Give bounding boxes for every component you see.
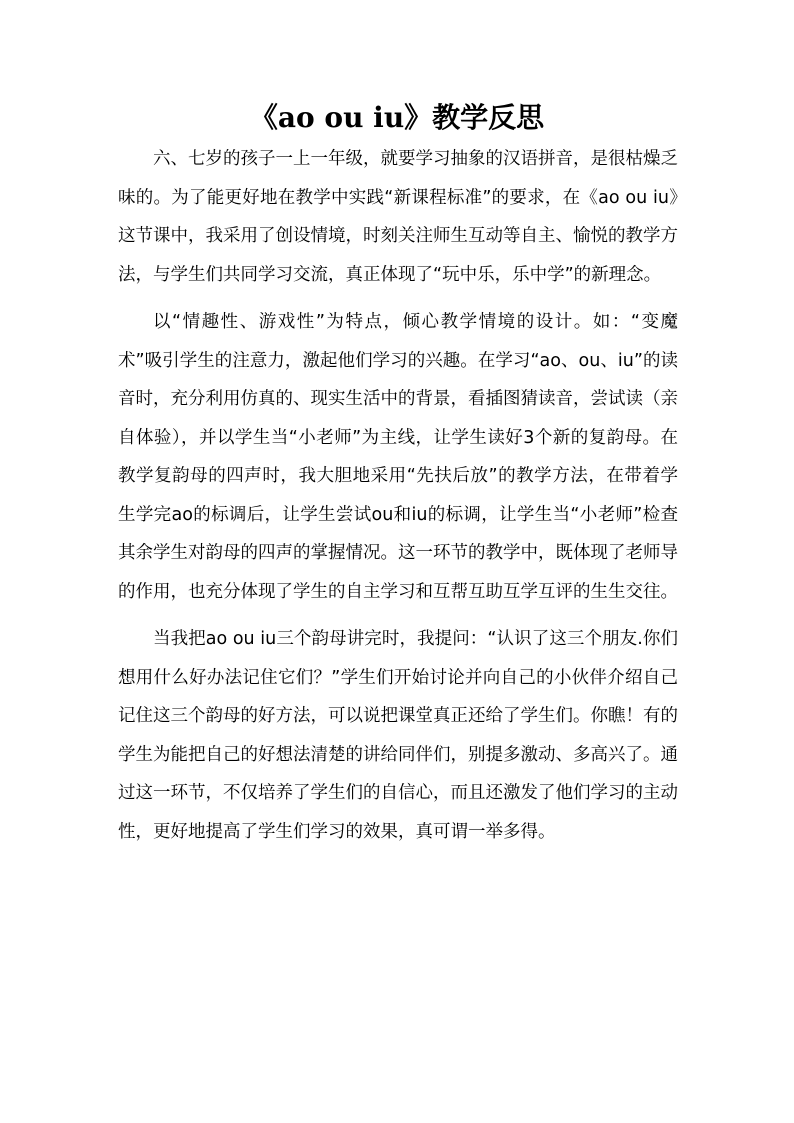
document-body xyxy=(118,140,678,851)
paragraph-2: 以“情趣性、游戏性”为特点，倾心教学情境的设计。如：“变魔术”吸引学生的注意力，激起他们学习的兴趣。在学习“ao、ou、iu”的读音时，充分利用仿真的、现实生活中的背景，看插图猜读音，尝试读（亲自体验），并以学生当“小老师”为主线，让学生读好3个新的复韵母。在教学复韵母的四声时，我大胆地采用“先扶后放”的教学方法，在带着学生学完ao的标调后，让学生尝试ou和iu的标调，让学生当“小老师”检查其余学生对韵母的四声的掌握情况。这一环节的教学中，既体现了老师导的作用，也充分体现了学生的自主学习和互帮互助互学互评的生生交往。 xyxy=(118,312,678,602)
paragraph-3: 当我把ao ou iu三个韵母讲完时，我提问：“认识了这三个朋友.你们想用什么好办法记住它们？”学生们开始讨论并向自己的小伙伴介绍自己记住这三个韵母的好方法，可以说把课堂真正还给了学生们。你瞧！有的学生为能把自己的好想法清楚的讲给同伴们，别提多激动、多高兴了。通过这一环节，不仅培养了学生们的自信心，而且还激发了他们学习的主动性，更好地提高了学生们学习的效果，真可谓一举多得。 xyxy=(118,629,678,842)
document-title: 《ao ou iu》教学反思 xyxy=(249,101,545,134)
paragraph-1: 六、七岁的孩子一上一年级，就要学习抽象的汉语拼音，是很枯燥乏味的。为了能更好地在教学中实践“新课程标准”的要求，在《ao ou iu》这节课中，我采用了创设情境，时刻关注师生互动等自主、愉悦的教学方法，与学生们共同学习交流，真正体现了“玩中乐，乐中学”的新理念。 xyxy=(118,149,678,285)
